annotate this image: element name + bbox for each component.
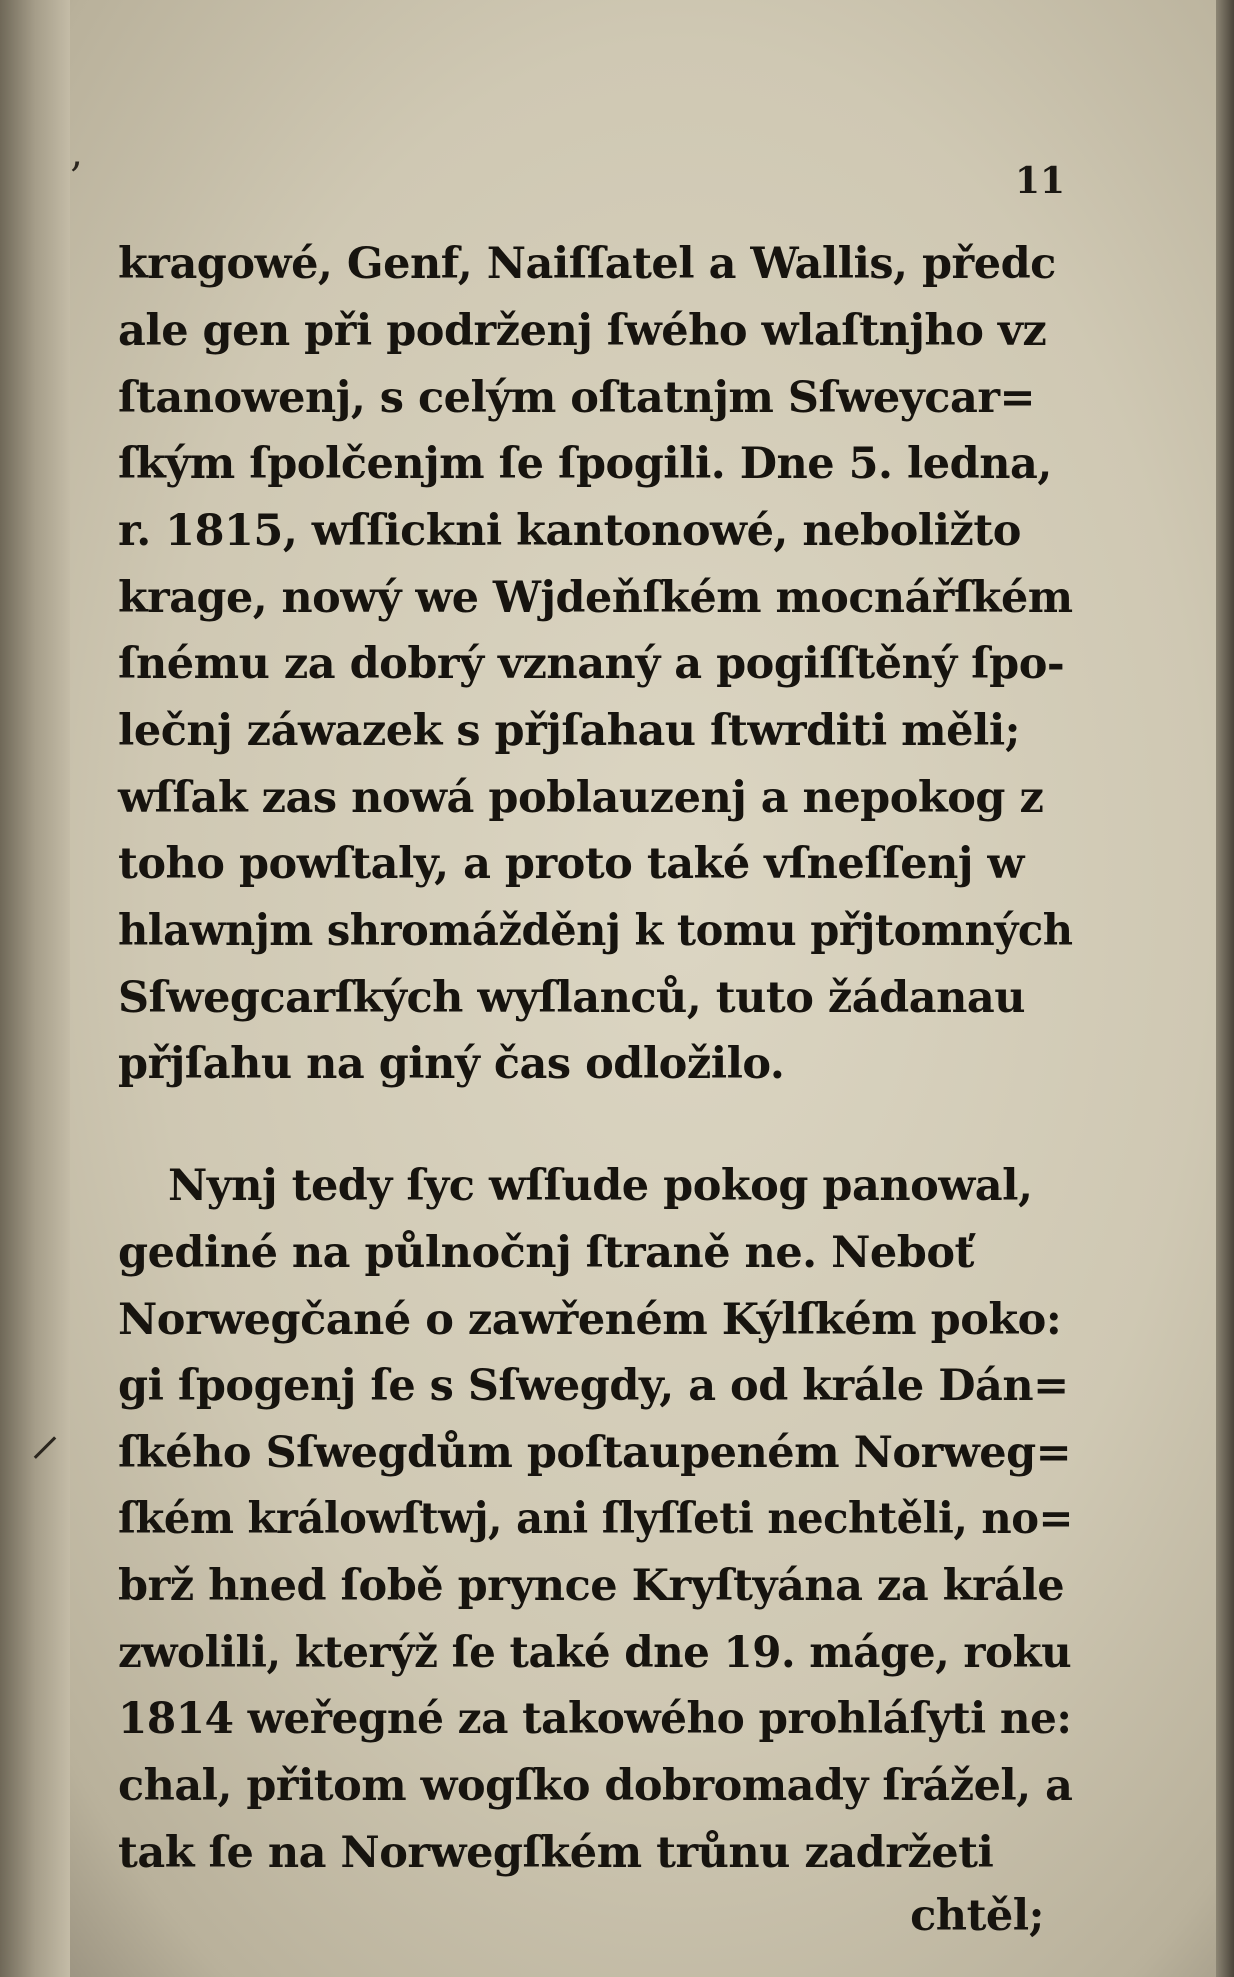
text-line: wſſak zas nowá poblauzenj a nepokog z	[118, 773, 1044, 823]
text-line: přjſahu na giný čas odložilo.	[118, 1039, 785, 1089]
page-spine-shadow	[0, 0, 70, 1977]
text-line: kragowé, Genf, Naiſſatel a Wallis, předc	[118, 239, 1056, 289]
text-line: lečnj záwazek s přjſahau ſtwrditi měli;	[118, 706, 1021, 756]
text-line: toho powſtaly, a proto také vſneſſenj w	[118, 839, 1024, 889]
page-number: 11	[1015, 160, 1066, 202]
text-line: ſkým ſpolčenjm ſe ſpogili. Dne 5. ledna,	[118, 439, 1052, 489]
text-line: Nynj tedy ſyc wſſude pokog panowal,	[168, 1161, 1033, 1211]
text-line: chal, přitom wogſko dobromady ſrážel, a	[118, 1761, 1073, 1811]
text-line: gi ſpogenj ſe s Sſwegdy, a od krále Dán=	[118, 1361, 1069, 1411]
catchword: chtěl;	[910, 1891, 1044, 1941]
text-line: brž hned ſobě prynce Kryſtyána za krále	[118, 1561, 1065, 1611]
text-line: zwolili, kterýž ſe také dne 19. máge, roku	[118, 1628, 1072, 1678]
text-line: ale gen při podrženj ſwého wlaſtnjho vz	[118, 306, 1047, 356]
text-line: Norwegčané o zawřeném Kýlſkém poko:	[118, 1295, 1062, 1345]
text-line: ſkého Sſwegdům poſtaupeném Norweg=	[118, 1428, 1072, 1478]
text-line: tak ſe na Norwegſkém trůnu zadržeti	[118, 1828, 994, 1878]
text-line: krage, nowý we Wjdeňſkém mocnářſkém	[118, 573, 1073, 623]
text-line: Sſwegcarſkých wyſlanců, tuto žádanau	[118, 973, 1025, 1023]
text-line: ſtanowenj, s celým oſtatnjm Sſweycar=	[118, 373, 1036, 423]
text-line: 1814 weřegné za takowého prohláſyti ne:	[118, 1694, 1072, 1744]
text-line: ſkém králowſtwj, ani ſlyſſeti nechtěli, no=	[118, 1494, 1073, 1544]
text-line: hlawnjm shromážděnj k tomu přjtomných	[118, 906, 1073, 956]
ink-mark: ⸝	[30, 1399, 60, 1469]
page-edge-shadow	[1216, 0, 1234, 1977]
text-line: ſnému za dobrý vznaný a pogiſſtěný ſpo-	[118, 639, 1065, 689]
text-line: gediné na půlnočnj ſtraně ne. Neboť	[118, 1228, 974, 1278]
text-line: r. 1815, wſſickni kantonowé, neboližto	[118, 506, 1021, 556]
ink-mark: ‚	[70, 130, 83, 176]
